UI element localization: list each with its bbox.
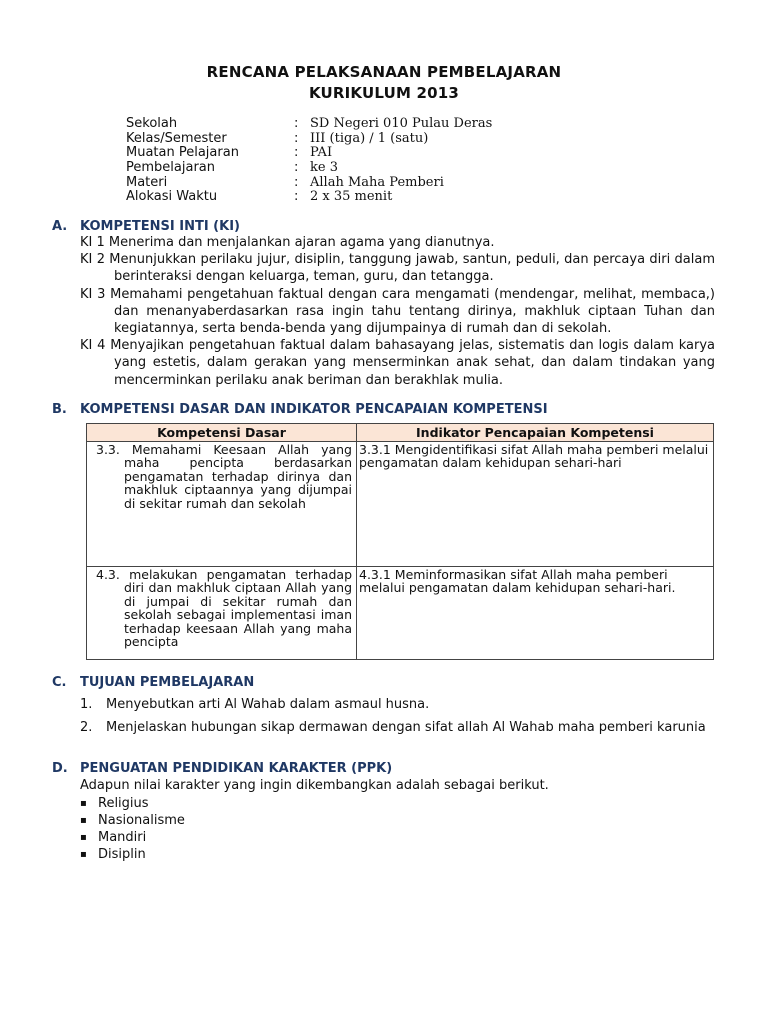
identity-label: Kelas/Semester xyxy=(126,130,227,146)
identity-label: Pembelajaran xyxy=(126,160,215,176)
bullet-icon: ▪ xyxy=(80,832,87,843)
ki-item: KI 1 Menerima dan menjalankan ajaran agama yang dianutnya. xyxy=(80,235,495,250)
identity-value: III (tiga) / 1 (satu) xyxy=(310,130,429,146)
ki-item: KI 4 Menyajikan pengetahuan faktual dalam bahasayang jelas, sistematis dan logis dalam karya yang estetis, dalam gerakan yang menserminkan anak sehat, dan dalam tindakan yang mencerminkan perilaku anak beriman dan berakhlak mulia. xyxy=(80,338,715,388)
ipk-cell: 4.3.1 Meminformasikan sifat Allah maha pemberi melalui pengamatan dalam kehidupan sehari-hari. xyxy=(357,567,714,660)
column-header: Indikator Pencapaian Kompetensi xyxy=(357,424,714,442)
section-letter: C. xyxy=(52,675,67,690)
objective-list xyxy=(80,693,740,739)
table-row xyxy=(87,442,714,567)
table-row xyxy=(87,567,714,660)
kd-text: 4.3. melakukan pengamatan terhadap diri dan makhluk ciptaan Allah yang di jumpai di sekitar rumah dan sekolah sebagai implementasi iman terhadap keesaan Allah yang maha pencipta xyxy=(96,567,352,650)
identity-row xyxy=(126,117,492,132)
identity-value: 2 x 35 menit xyxy=(310,189,393,205)
list-item xyxy=(80,846,185,863)
item-text: Menjelaskan hubungan sikap dermawan dengan sifat allah Al Wahab maha pemberi karunia xyxy=(106,720,706,735)
ipk-cell: 3.3.1 Mengidentifikasi sifat Allah maha pemberi melalui pengamatan dalam kehidupan sehari-hari xyxy=(357,442,714,567)
list-item xyxy=(80,829,185,846)
column-header: Kompetensi Dasar xyxy=(87,424,357,442)
identity-label: Alokasi Waktu xyxy=(126,189,218,205)
identity-value: ke 3 xyxy=(310,160,338,176)
identity-row xyxy=(126,146,492,161)
kd-cell xyxy=(87,442,357,567)
section-a-heading xyxy=(52,219,240,234)
document-title: RENCANA PELAKSANAAN PEMBELAJARAN xyxy=(206,63,562,81)
bullet-icon: ▪ xyxy=(80,815,87,826)
character-list xyxy=(80,795,185,863)
identity-value: Allah Maha Pemberi xyxy=(310,174,444,190)
section-title: PENGUATAN PENDIDIKAN KARAKTER (PPK) xyxy=(80,761,393,776)
item-text: Menyebutkan arti Al Wahab dalam asmaul husna. xyxy=(106,697,430,712)
section-c-heading xyxy=(52,675,254,690)
section-title: KOMPETENSI INTI (KI) xyxy=(80,219,240,234)
identity-separator: : xyxy=(294,189,299,205)
item-text: Nasionalisme xyxy=(98,813,185,828)
section-letter: A. xyxy=(52,219,68,234)
ki-item: KI 2 Menunjukkan perilaku jujur, disiplin, tanggung jawab, santun, peduli, dan percaya diri dalam berinteraksi dengan keluarga, teman, guru, dan tetangga. xyxy=(80,252,715,285)
list-item xyxy=(80,812,185,829)
identity-label: Materi xyxy=(126,174,168,190)
identity-separator: : xyxy=(294,174,299,190)
table-header-row xyxy=(87,424,714,442)
identity-label: Muatan Pelajaran xyxy=(126,145,239,161)
item-text: Disiplin xyxy=(98,847,146,862)
section-title: TUJUAN PEMBELAJARAN xyxy=(80,675,255,690)
ppk-intro: Adapun nilai karakter yang ingin dikembangkan adalah sebagai berikut. xyxy=(80,778,549,793)
identity-row xyxy=(126,176,492,191)
ki-item: KI 3 Memahami pengetahuan faktual dengan cara mengamati (mendengar, melihat, membaca,) dan menanyaberdasarkan rasa ingin tahu tentang dirinya, makhluk ciptaan Tuhan dan kegiatannya, serta benda-benda yang dijumpainya di rumah dan di sekolah. xyxy=(80,286,715,337)
identity-block xyxy=(126,117,492,205)
identity-label: Sekolah xyxy=(126,116,178,131)
document-subtitle: KURIKULUM 2013 xyxy=(308,84,460,102)
identity-value: PAI xyxy=(310,145,333,161)
identity-separator: : xyxy=(294,160,299,176)
identity-separator: : xyxy=(294,145,299,161)
item-number: 2. xyxy=(80,720,93,735)
item-text: Mandiri xyxy=(98,830,147,845)
bullet-icon: ▪ xyxy=(80,798,87,809)
kd-text: 3.3. Memahami Keesaan Allah yang maha pencipta berdasarkan pengamatan terhadap dirinya dan makhluk ciptaannya yang dijumpai di sekitar rumah dan sekolah xyxy=(96,442,352,511)
identity-row xyxy=(126,161,492,176)
section-d-heading xyxy=(52,761,392,776)
list-item xyxy=(80,693,740,716)
ki-list xyxy=(80,234,715,389)
item-text: Religius xyxy=(98,796,149,811)
identity-row xyxy=(126,190,492,205)
kd-cell xyxy=(87,567,357,660)
list-item xyxy=(80,795,185,812)
identity-value: SD Negeri 010 Pulau Deras xyxy=(310,116,493,131)
section-b-heading xyxy=(52,402,548,417)
section-letter: B. xyxy=(52,402,67,417)
bullet-icon: ▪ xyxy=(80,849,87,860)
section-letter: D. xyxy=(52,761,68,776)
list-item xyxy=(80,716,740,739)
competency-table xyxy=(86,423,714,660)
identity-row xyxy=(126,132,492,147)
identity-separator: : xyxy=(294,116,299,131)
identity-separator: : xyxy=(294,130,299,146)
section-title: KOMPETENSI DASAR DAN INDIKATOR PENCAPAIAN KOMPETENSI xyxy=(80,402,548,417)
item-number: 1. xyxy=(80,697,93,712)
